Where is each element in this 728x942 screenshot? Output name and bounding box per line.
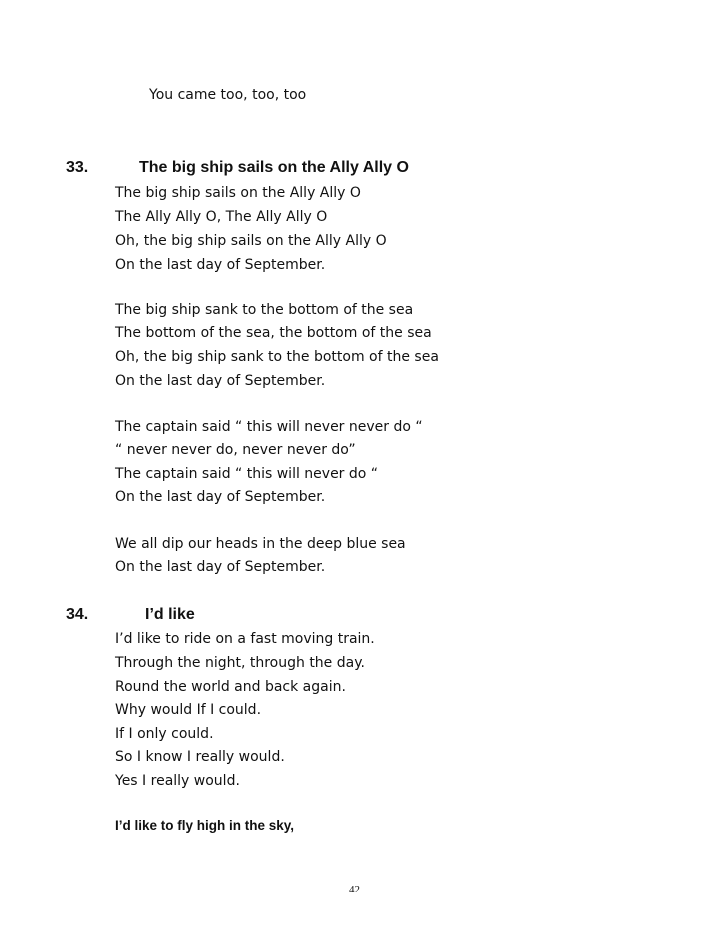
- lyric-line: On the last day of September.: [115, 257, 326, 273]
- song-title: The big ship sails on the Ally Ally O: [139, 159, 409, 176]
- lyric-line: Why would If I could.: [115, 702, 262, 718]
- song-number: 33.: [66, 159, 89, 176]
- page-number: 42: [349, 884, 360, 892]
- lyric-line: On the last day of September.: [115, 559, 326, 575]
- lyric-line: So I know I really would.: [115, 749, 285, 765]
- lyric-line: Through the night, through the day.: [115, 655, 365, 671]
- lyric-line: Oh, the big ship sank to the bottom of the sea: [115, 349, 439, 365]
- lyric-line: The Ally Ally O, The Ally Ally O: [115, 209, 328, 225]
- lyric-line: Yes I really would.: [115, 773, 240, 789]
- song-number: 34.: [66, 606, 89, 623]
- lyric-line: The captain said “ this will never do “: [115, 466, 379, 482]
- lyric-line: On the last day of September.: [115, 373, 326, 389]
- bold-lyric-line: I’d like to fly high in the sky,: [115, 818, 295, 833]
- intro-line: You came too, too, too: [149, 87, 307, 103]
- lyric-line: Round the world and back again.: [115, 679, 346, 695]
- lyric-line: I’d like to ride on a fast moving train.: [115, 631, 375, 647]
- lyric-line: The captain said “ this will never never do “: [115, 419, 423, 435]
- lyric-line: The bottom of the sea, the bottom of the sea: [115, 325, 432, 341]
- lyric-line: We all dip our heads in the deep blue sea: [115, 536, 406, 552]
- lyric-line: On the last day of September.: [115, 489, 326, 505]
- lyric-line: If I only could.: [115, 726, 214, 742]
- lyric-line: The big ship sank to the bottom of the sea: [115, 302, 414, 318]
- lyric-line: Oh, the big ship sails on the Ally Ally O: [115, 233, 387, 249]
- lyric-line: “ never never do, never never do”: [115, 442, 356, 458]
- lyric-line: The big ship sails on the Ally Ally O: [115, 185, 361, 201]
- song-title: I’d like: [145, 606, 195, 623]
